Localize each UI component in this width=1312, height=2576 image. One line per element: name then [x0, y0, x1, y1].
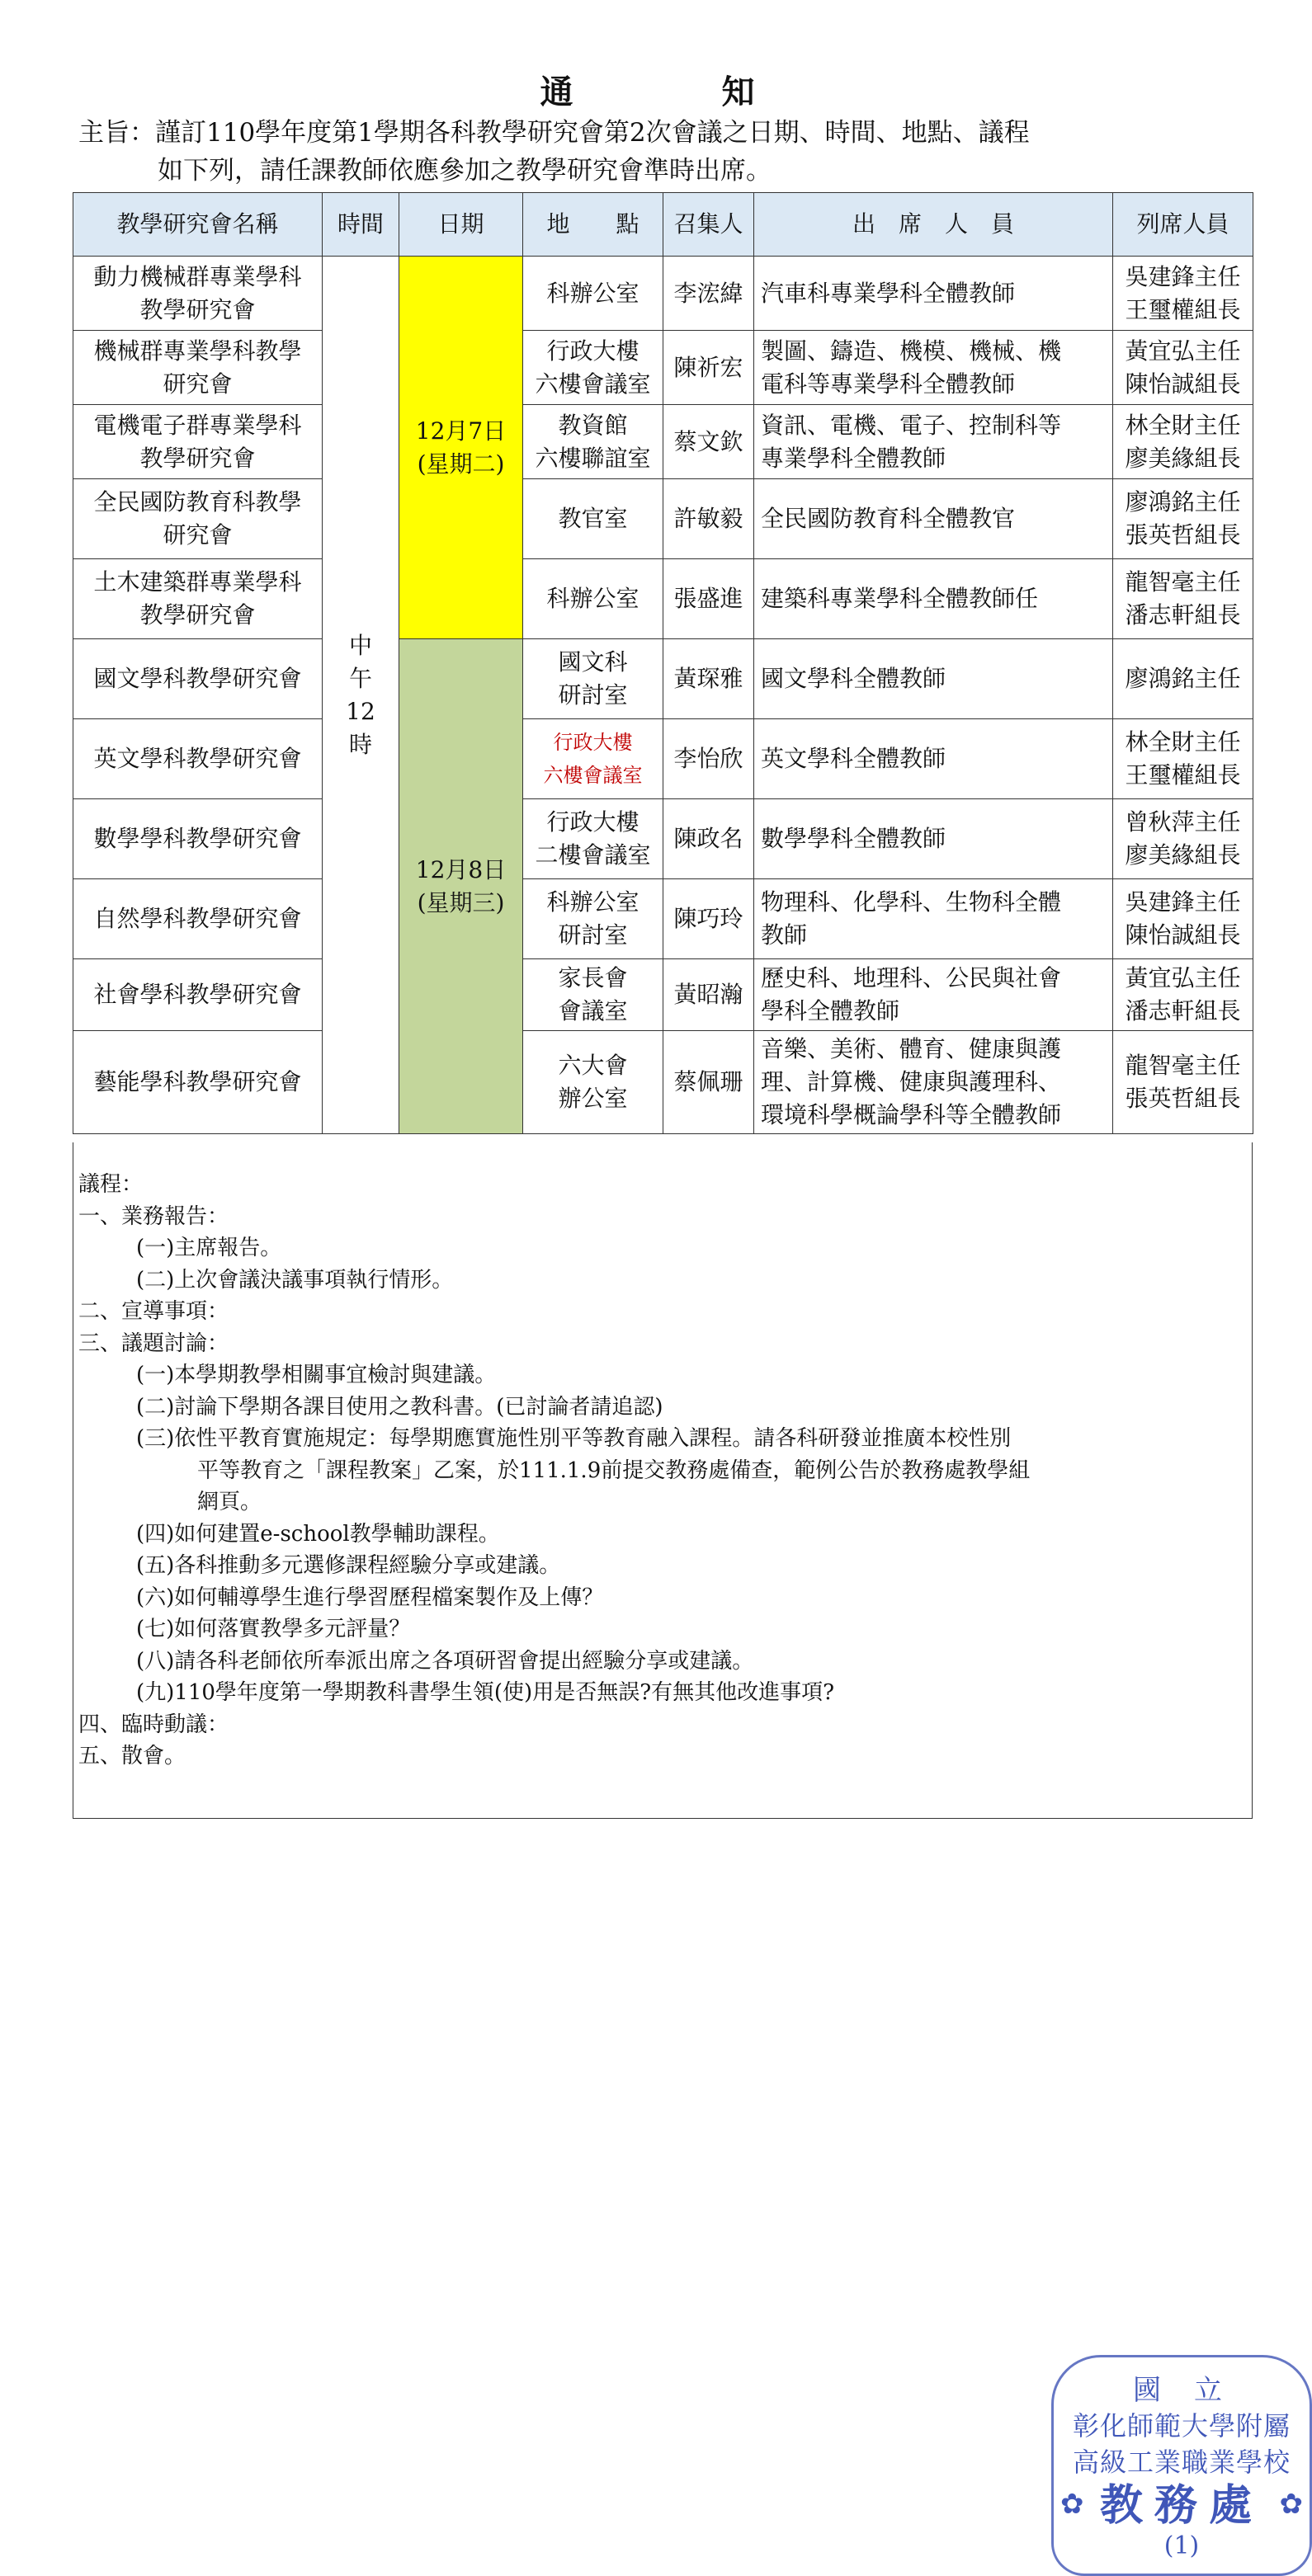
cell-line: 理、計算機、健康與護理科、: [761, 1068, 1062, 1095]
school-stamp: [1051, 2355, 1312, 2576]
committee-name-cell: [73, 331, 323, 405]
cell-line: 12: [346, 697, 375, 725]
cell-line: 全民國防教育科全體教官: [761, 505, 1016, 532]
place-cell: [523, 879, 663, 959]
table-row: [73, 719, 1253, 799]
cell-line: 行政大樓: [546, 337, 639, 365]
place-cell: [523, 405, 663, 479]
cell-line: 研究會: [163, 370, 233, 398]
cell-line: 數學學科教學研究會: [93, 825, 302, 852]
cell-line: 自然學科教學研究會: [93, 905, 302, 932]
agenda-item: (一)本學期教學相關事宜檢討與建議。: [136, 1363, 497, 1387]
observers-cell: [1113, 959, 1253, 1031]
cell-line: 潘志軒組長: [1125, 601, 1241, 629]
convener-cell: 李怡欣: [663, 719, 754, 799]
observers-cell: [1113, 559, 1253, 639]
committee-name-cell: [73, 799, 323, 879]
convener-cell: 許敏毅: [663, 479, 754, 559]
cell-line: (星期二): [417, 450, 505, 478]
cell-line: 英文學科教學研究會: [93, 745, 302, 772]
cell-line: 機械群專業學科教學: [93, 337, 302, 365]
cell-line: 家長會: [558, 964, 628, 991]
cell-line: 國文科: [558, 648, 628, 676]
cell-line: 六大會: [558, 1052, 628, 1079]
header-cell: 地 點: [523, 193, 663, 257]
attendees-cell: [754, 479, 1113, 559]
cell-line: 會議室: [558, 997, 628, 1024]
cell-line: 六樓會議室: [535, 370, 651, 398]
cell-line: 廖美緣組長: [1125, 841, 1241, 869]
convener-cell: 蔡佩珊: [663, 1031, 754, 1134]
attendees-cell: [754, 799, 1113, 879]
committee-name-cell: [73, 719, 323, 799]
convener-cell: 蔡文欽: [663, 405, 754, 479]
convener-cell: 陳政名: [663, 799, 754, 879]
cell-line: 電機電子群專業學科: [93, 411, 302, 439]
cell-line: 吳建鋒主任: [1125, 262, 1241, 290]
header-cell: 時間: [323, 193, 399, 257]
cell-line: 潘志軒組長: [1125, 997, 1241, 1024]
agenda-item: (五)各科推動多元選修課程經驗分享或建議。: [136, 1553, 561, 1578]
cell-line: 12月8日: [415, 855, 507, 883]
cell-line: 歷史科、地理科、公民與社會: [761, 964, 1062, 991]
observers-cell: [1113, 879, 1253, 959]
agenda-item: (三)依性平教育實施規定：每學期應實施性別平等教育融入課程。請各科研發並推廣本校性別: [136, 1426, 1012, 1451]
cell-line: 龍智毫主任: [1125, 1052, 1241, 1079]
cell-line: 教資館: [558, 411, 628, 439]
observers-cell: [1113, 639, 1253, 719]
place-cell: [523, 719, 663, 799]
agenda-item: 四、臨時動議：: [78, 1712, 229, 1737]
cell-line: 吳建鋒主任: [1125, 888, 1241, 916]
cell-line: 製圖、鑄造、機模、機械、機: [761, 337, 1062, 365]
stamp-line-1: 國立: [1133, 2374, 1255, 2407]
committee-name-cell: [73, 879, 323, 959]
stamp-line-2: 彰化師範大學附屬: [1072, 2410, 1291, 2442]
table-row: [73, 639, 1253, 719]
committee-name-cell: [73, 639, 323, 719]
cell-line: 電科等專業學科全體教師: [761, 370, 1016, 398]
cell-line: 國文學科全體教師: [761, 665, 946, 692]
committee-name-cell: [73, 559, 323, 639]
cell-line: 研究會: [163, 521, 233, 549]
observers-cell: [1113, 405, 1253, 479]
cell-line: 研討室: [558, 681, 628, 709]
observers-cell: [1113, 479, 1253, 559]
cell-line: 廖美緣組長: [1125, 444, 1241, 472]
header-cell: 教學研究會名稱: [73, 193, 323, 257]
observers-cell: [1113, 799, 1253, 879]
agenda-item: 平等教育之「課程教案」乙案，於111.1.9前提交教務處備查，範例公告於教務處教學組: [197, 1458, 1031, 1483]
cell-line: 中: [348, 631, 372, 659]
cell-line: 陳怡誠組長: [1125, 921, 1241, 949]
agenda-item: (二)上次會議決議事項執行情形。: [136, 1267, 454, 1293]
table-row: [73, 257, 1253, 331]
agenda-item: 二、宣導事項：: [78, 1299, 229, 1324]
convener-cell: 陳祈宏: [663, 331, 754, 405]
convener-cell: 張盛進: [663, 559, 754, 639]
cell-line: 教學研究會: [139, 601, 256, 629]
attendees-cell: [754, 1031, 1113, 1134]
attendees-cell: [754, 257, 1113, 331]
committee-name-cell: [73, 1031, 323, 1134]
convener-cell: 陳巧玲: [663, 879, 754, 959]
cell-line: 12月7日: [415, 417, 507, 445]
cell-line: 張英哲組長: [1125, 1085, 1241, 1112]
agenda-item: 一、業務報告：: [78, 1203, 229, 1229]
table-row: [73, 1031, 1253, 1134]
cell-line: 學科全體教師: [761, 997, 900, 1024]
cell-line: 科辦公室: [546, 585, 639, 612]
subject-line-1: 主旨：謹訂110學年度第1學期各科教學研究會第2次會議之日期、時間、地點、議程: [78, 118, 1030, 148]
cell-line: 張英哲組長: [1125, 521, 1241, 549]
convener-cell: 黃昭瀚: [663, 959, 754, 1031]
table-row: [73, 559, 1253, 639]
cell-line: 廖鴻銘主任: [1125, 488, 1241, 516]
title-char-2: 知: [721, 73, 755, 111]
attendees-cell: [754, 405, 1113, 479]
place-cell: [523, 639, 663, 719]
cell-line: 全民國防教育科教學: [93, 488, 302, 516]
observers-cell: [1113, 1031, 1253, 1134]
agenda-item: (七)如何落實教學多元評量？: [136, 1617, 411, 1641]
cell-line: 王璽權組長: [1125, 295, 1241, 323]
subject-line-2: 如下列，請任課教師依應參加之教學研究會準時出席。: [158, 156, 772, 186]
date-cell-dec8: [399, 639, 523, 1134]
agenda-item: 網頁。: [197, 1490, 262, 1514]
cell-line: 六樓會議室: [543, 764, 643, 787]
committee-name-cell: [73, 257, 323, 331]
cell-line: 辦公室: [558, 1085, 628, 1112]
place-cell: [523, 1031, 663, 1134]
header-cell: 列席人員: [1113, 193, 1253, 257]
observers-cell: [1113, 331, 1253, 405]
cell-line: 土木建築群專業學科: [93, 568, 302, 596]
convener-cell: 黃琛雅: [663, 639, 754, 719]
cell-line: 科辦公室: [546, 888, 639, 916]
meeting-table: [73, 192, 1253, 1134]
attendees-cell: [754, 559, 1113, 639]
agenda-item: 五、散會。: [78, 1744, 186, 1768]
table-header-row: [73, 193, 1253, 257]
cell-line: 專業學科全體教師: [761, 444, 946, 472]
attendees-cell: [754, 959, 1113, 1031]
agenda-item: (二)討論下學期各課目使用之教科書。(已討論者請追認): [136, 1394, 663, 1420]
place-cell: [523, 959, 663, 1031]
cell-line: 林全財主任: [1125, 728, 1241, 756]
table-row: [73, 405, 1253, 479]
cell-line: 英文學科全體教師: [761, 745, 946, 772]
cell-line: 時: [348, 730, 372, 758]
cell-line: (星期三): [417, 888, 505, 916]
agenda-item: (八)請各科老師依所奉派出席之各項研習會提出經驗分享或建議。: [136, 1648, 754, 1674]
table-row: [73, 331, 1253, 405]
agenda-heading: 議程：: [78, 1172, 144, 1197]
observers-cell: [1113, 719, 1253, 799]
cell-line: 陳怡誠組長: [1125, 370, 1241, 398]
cell-line: 社會學科教學研究會: [93, 981, 302, 1008]
stamp-line-4: 教務處: [1099, 2480, 1263, 2531]
cell-line: 二樓會議室: [535, 841, 651, 869]
attendees-cell: [754, 719, 1113, 799]
cell-line: 研討室: [558, 921, 628, 949]
table-row: [73, 479, 1253, 559]
convener-cell: 李浤緯: [663, 257, 754, 331]
stamp-line-3: 高級工業職業學校: [1072, 2446, 1291, 2478]
stamp-line-5: (1): [1163, 2531, 1200, 2560]
cell-line: 午: [348, 664, 372, 692]
agenda-item: 三、議題討論：: [78, 1330, 229, 1356]
agenda-item: (六)如何輔導學生進行學習歷程檔案製作及上傳？: [136, 1585, 604, 1610]
cell-line: 教學研究會: [139, 444, 256, 472]
cell-line: 國文學科教學研究會: [93, 665, 302, 692]
cell-line: 林全財主任: [1125, 411, 1241, 439]
cell-line: 王璽權組長: [1125, 761, 1241, 789]
attendees-cell: [754, 639, 1113, 719]
flower-icon: ✿: [1279, 2488, 1303, 2521]
cell-line: 曾秋萍主任: [1125, 808, 1241, 836]
cell-line: 藝能學科教學研究會: [93, 1068, 302, 1095]
cell-line: 行政大樓: [553, 731, 633, 754]
time-cell: [323, 257, 399, 1134]
cell-line: 物理科、化學科、生物科全體: [761, 888, 1062, 916]
subject: [78, 114, 1250, 190]
cell-line: 龍智毫主任: [1125, 568, 1241, 596]
place-cell: [523, 559, 663, 639]
cell-line: 汽車科專業學科全體教師: [761, 279, 1016, 307]
attendees-cell: [754, 879, 1113, 959]
cell-line: 黃宜弘主任: [1125, 337, 1241, 365]
agenda-item: (九)110學年度第一學期教科書學生領(使)用是否無誤?有無其他改進事項?: [136, 1680, 835, 1705]
committee-name-cell: [73, 405, 323, 479]
header-cell: 日期: [399, 193, 523, 257]
header-cell: 出 席 人 員: [754, 193, 1113, 257]
cell-line: 六樓聯誼室: [535, 444, 651, 472]
cell-line: 數學學科全體教師: [761, 825, 946, 852]
committee-name-cell: [73, 479, 323, 559]
place-cell: [523, 331, 663, 405]
cell-line: 教師: [761, 921, 808, 949]
place-cell: [523, 799, 663, 879]
committee-name-cell: [73, 959, 323, 1031]
place-cell: [523, 479, 663, 559]
observers-cell: [1113, 257, 1253, 331]
cell-line: 環境科學概論學科等全體教師: [761, 1101, 1062, 1128]
date-cell-dec7: [399, 257, 523, 639]
title-char-1: 通: [540, 73, 573, 111]
table-row: [73, 959, 1253, 1031]
cell-line: 廖鴻銘主任: [1125, 665, 1241, 692]
agenda-item: (四)如何建置e-school教學輔助課程。: [136, 1521, 500, 1547]
place-cell: [523, 257, 663, 331]
cell-line: 教學研究會: [139, 295, 256, 323]
flower-icon: ✿: [1060, 2488, 1084, 2521]
cell-line: 建築科專業學科全體教師任: [761, 585, 1039, 612]
table-row: [73, 799, 1253, 879]
cell-line: 行政大樓: [546, 808, 639, 836]
agenda-item: (一)主席報告。: [136, 1236, 282, 1260]
agenda-section: [73, 1142, 1303, 2560]
table-row: [73, 879, 1253, 959]
cell-line: 教官室: [558, 505, 628, 532]
header-cell: 召集人: [663, 193, 754, 257]
notice-title: [0, 66, 1295, 113]
cell-line: 科辦公室: [546, 279, 639, 307]
cell-line: 動力機械群專業學科: [93, 262, 302, 290]
cell-line: 資訊、電機、電子、控制科等: [761, 411, 1062, 439]
attendees-cell: [754, 331, 1113, 405]
cell-line: 黃宜弘主任: [1125, 964, 1241, 991]
cell-line: 音樂、美術、體育、健康與護: [761, 1035, 1062, 1062]
